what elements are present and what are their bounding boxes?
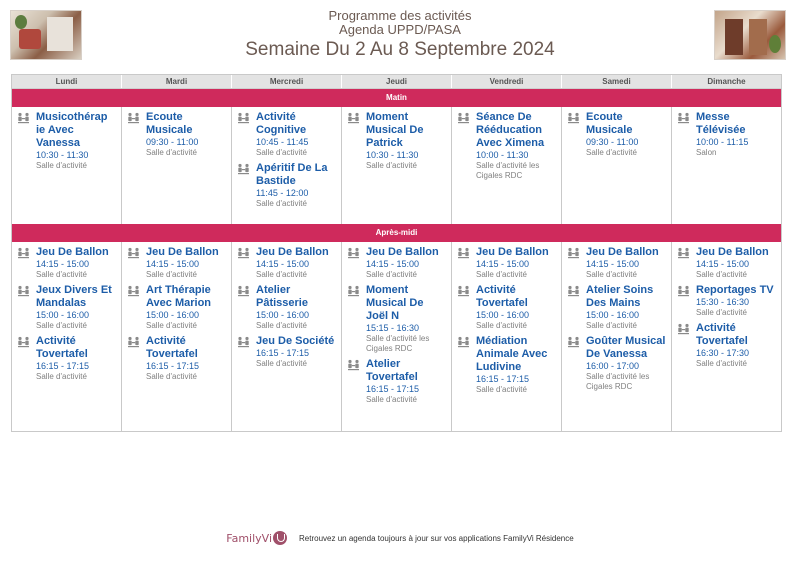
activity-name: Jeux Divers Et Mandalas [36, 284, 112, 309]
activity-name: Ecoute Musicale [146, 111, 193, 136]
activity-name: Jeu De Ballon [696, 246, 769, 258]
day-cell [562, 242, 672, 431]
activity-time: 16:00 - 17:00 [586, 361, 640, 371]
activity-entry[interactable] [347, 111, 447, 171]
activity-time: 16:15 - 17:15 [476, 374, 530, 384]
day-header: Mardi [122, 75, 232, 88]
activity-name: Activité Tovertafel [146, 335, 198, 360]
afternoon-row [12, 242, 781, 431]
group-people-icon [347, 247, 360, 280]
activity-entry[interactable] [677, 111, 777, 158]
activity-time: 09:30 - 11:00 [146, 137, 199, 147]
activity-place: Salle d'activité [366, 161, 417, 170]
activity-entry[interactable] [457, 335, 557, 395]
morning-row [12, 107, 781, 224]
activity-place: Salle d'activité [36, 161, 87, 170]
group-people-icon [457, 336, 470, 395]
activity-time: 14:15 - 15:00 [256, 259, 310, 269]
activity-name: Moment Musical De Joël N [366, 284, 424, 322]
day-cell [342, 107, 452, 224]
day-cell [12, 107, 122, 224]
day-header: Dimanche [707, 77, 746, 86]
activity-name: Séance De Rééducation Avec Ximena [476, 111, 545, 149]
activity-place: Salle d'activité [586, 321, 637, 330]
activity-place: Salle d'activité [146, 321, 197, 330]
agenda-subtitle: Agenda UPPD/PASA [339, 22, 461, 37]
day-cell [672, 107, 781, 224]
day-header: Lundi [12, 75, 122, 88]
activity-place: Salle d'activité [36, 321, 87, 330]
activity-time: 10:45 - 11:45 [256, 137, 309, 147]
activity-time: 15:00 - 16:00 [146, 310, 200, 320]
activity-entry[interactable] [567, 335, 667, 392]
activity-place: Salle d'activité [36, 372, 87, 381]
day-cell [122, 107, 232, 224]
group-people-icon [347, 112, 360, 171]
activity-time: 15:00 - 16:00 [256, 310, 310, 320]
activity-entry[interactable] [17, 284, 117, 331]
group-people-icon [567, 112, 580, 158]
group-people-icon [17, 247, 30, 280]
group-people-icon [127, 285, 140, 331]
activity-place: Salle d'activité les Cigales RDC [476, 161, 540, 180]
group-people-icon [347, 359, 360, 405]
day-cell [122, 242, 232, 431]
activity-name: Atelier Tovertafel [366, 358, 418, 383]
day-header-row [12, 75, 781, 89]
group-people-icon [127, 336, 140, 382]
day-cell [452, 242, 562, 431]
activity-entry[interactable] [347, 358, 447, 405]
activity-entry[interactable] [17, 246, 117, 280]
activity-time: 14:15 - 15:00 [366, 259, 420, 269]
activity-time: 11:45 - 12:00 [256, 188, 309, 198]
day-cell [672, 242, 781, 431]
group-people-icon [677, 247, 690, 280]
programme-title: Programme des activités [328, 8, 472, 23]
day-header: Samedi [562, 75, 672, 88]
activity-name: Messe Télévisée [696, 111, 746, 136]
activity-time: 16:15 - 17:15 [256, 348, 310, 358]
activity-place: Salle d'activité [146, 148, 197, 157]
group-people-icon [347, 285, 360, 354]
activity-time: 10:00 - 11:30 [476, 150, 529, 160]
activity-entry[interactable] [567, 246, 667, 280]
familyvi-logo [226, 531, 287, 545]
activity-time: 14:15 - 15:00 [146, 259, 200, 269]
activity-place: Salle d'activité [146, 270, 197, 279]
activity-place: Salle d'activité [586, 148, 637, 157]
logo-text: FamilyVi [226, 531, 273, 545]
group-people-icon [567, 285, 580, 331]
activity-place: Salle d'activité [256, 359, 307, 368]
activity-entry[interactable] [567, 284, 667, 331]
group-people-icon [17, 336, 30, 382]
activity-entry[interactable] [457, 111, 557, 181]
page-footer [0, 528, 800, 548]
activity-place: Salle d'activité [476, 270, 527, 279]
activity-time: 16:30 - 17:30 [696, 348, 750, 358]
activity-name: Jeu De Société [256, 335, 335, 347]
group-people-icon [567, 336, 580, 392]
group-people-icon [567, 247, 580, 280]
activity-entry[interactable] [457, 246, 557, 280]
activity-name: Reportages TV [696, 284, 774, 296]
activity-time: 15:00 - 16:00 [476, 310, 530, 320]
activity-entry[interactable] [127, 284, 227, 331]
week-title: Semaine Du 2 Au 8 Septembre 2024 [245, 39, 555, 60]
activity-time: 16:15 - 17:15 [366, 384, 420, 394]
activity-place: Salle d'activité [696, 308, 747, 317]
activity-name: Activité Cognitive [256, 111, 307, 136]
group-people-icon [237, 336, 250, 369]
activity-name: Musicothérap ie Avec Vanessa [36, 111, 108, 149]
activity-entry[interactable] [127, 246, 227, 280]
activity-place: Salle d'activité [256, 199, 307, 208]
group-people-icon [237, 285, 250, 331]
activity-name: Jeu De Ballon [36, 246, 109, 258]
activity-time: 15:30 - 16:30 [696, 297, 750, 307]
activity-entry[interactable] [127, 335, 227, 382]
activity-entry[interactable] [677, 284, 777, 318]
group-people-icon [677, 112, 690, 158]
activity-time: 10:30 - 11:30 [366, 150, 419, 160]
day-cell [342, 242, 452, 431]
activity-name: Activité Tovertafel [476, 284, 528, 309]
group-people-icon [127, 112, 140, 158]
activity-name: Jeu De Ballon [146, 246, 219, 258]
group-people-icon [457, 285, 470, 331]
activity-place: Salle d'activité [586, 270, 637, 279]
activity-name: Jeu De Ballon [586, 246, 659, 258]
activity-name: Ecoute Musicale [586, 111, 633, 136]
activity-time: 15:15 - 16:30 [366, 323, 420, 333]
activity-place: Salle d'activité [696, 359, 747, 368]
activity-entry[interactable] [17, 111, 117, 171]
activity-place: Salle d'activité [366, 270, 417, 279]
activity-time: 14:15 - 15:00 [586, 259, 640, 269]
activity-name: Apéritif De La Bastide [256, 162, 328, 187]
activity-entry[interactable] [347, 246, 447, 280]
group-people-icon [457, 247, 470, 280]
weekly-schedule [11, 74, 782, 432]
activity-place: Salle d'activité [476, 321, 527, 330]
day-header: Mercredi [232, 75, 342, 88]
activity-name: Médiation Animale Avec Ludivine [476, 335, 548, 373]
activity-entry[interactable] [237, 335, 337, 369]
morning-section-bar: Matin [12, 89, 781, 107]
day-cell [452, 107, 562, 224]
activity-name: Goûter Musical De Vanessa [586, 335, 666, 360]
activity-entry[interactable] [237, 284, 337, 331]
group-people-icon [237, 247, 250, 280]
activity-name: Jeu De Ballon [366, 246, 439, 258]
activity-place: Salle d'activité [366, 395, 417, 404]
activity-entry[interactable] [17, 335, 117, 382]
activity-entry[interactable] [237, 246, 337, 280]
group-people-icon [237, 112, 250, 158]
group-people-icon [457, 112, 470, 181]
activity-time: 14:15 - 15:00 [696, 259, 750, 269]
activity-place: Salle d'activité [476, 385, 527, 394]
activity-place: Salle d'activité [696, 270, 747, 279]
activity-time: 16:15 - 17:15 [36, 361, 90, 371]
activity-place: Salle d'activité [146, 372, 197, 381]
activity-name: Jeu De Ballon [476, 246, 549, 258]
activity-time: 15:00 - 16:00 [36, 310, 90, 320]
activity-entry[interactable] [457, 284, 557, 331]
activity-name: Activité Tovertafel [36, 335, 88, 360]
activity-place: Salle d'activité les Cigales RDC [586, 372, 650, 391]
footer-message: Retrouvez un agenda toujours à jour sur vos applications FamilyVi Résidence [299, 533, 574, 543]
activity-name: Activité Tovertafel [696, 322, 748, 347]
activity-entry[interactable] [127, 111, 227, 158]
activity-entry[interactable] [677, 322, 777, 369]
activity-entry[interactable] [677, 246, 777, 280]
logo-mark-icon [273, 531, 287, 545]
day-cell [232, 242, 342, 431]
activity-name: Jeu De Ballon [256, 246, 329, 258]
afternoon-section-bar: Après-midi [12, 224, 781, 242]
day-cell [562, 107, 672, 224]
activity-time: 14:15 - 15:00 [36, 259, 90, 269]
group-people-icon [677, 285, 690, 318]
activity-entry[interactable] [347, 284, 447, 354]
day-cell [232, 107, 342, 224]
activity-time: 15:00 - 16:00 [586, 310, 640, 320]
activity-name: Moment Musical De Patrick [366, 111, 424, 149]
activity-time: 10:30 - 11:30 [36, 150, 89, 160]
activity-name: Atelier Pâtisserie [256, 284, 308, 309]
activity-name: Atelier Soins Des Mains [586, 284, 654, 309]
group-people-icon [677, 323, 690, 369]
activity-place: Salon [696, 148, 717, 157]
group-people-icon [127, 247, 140, 280]
activity-time: 16:15 - 17:15 [146, 361, 200, 371]
day-header: Jeudi [342, 75, 452, 88]
page-header [0, 8, 800, 62]
group-people-icon [17, 285, 30, 331]
activity-entry[interactable] [567, 111, 667, 158]
group-people-icon [17, 112, 30, 171]
activity-time: 09:30 - 11:00 [586, 137, 639, 147]
activity-time: 14:15 - 15:00 [476, 259, 530, 269]
activity-place: Salle d'activité [256, 270, 307, 279]
activity-entry[interactable] [237, 162, 337, 209]
activity-place: Salle d'activité [256, 148, 307, 157]
day-cell [12, 242, 122, 431]
group-people-icon [237, 163, 250, 209]
activity-place: Salle d'activité [36, 270, 87, 279]
day-header: Vendredi [452, 75, 562, 88]
activity-place: Salle d'activité [256, 321, 307, 330]
activity-place: Salle d'activité les Cigales RDC [366, 334, 430, 353]
activity-entry[interactable] [237, 111, 337, 158]
activity-name: Art Thérapie Avec Marion [146, 284, 212, 309]
activity-time: 10:00 - 11:15 [696, 137, 749, 147]
